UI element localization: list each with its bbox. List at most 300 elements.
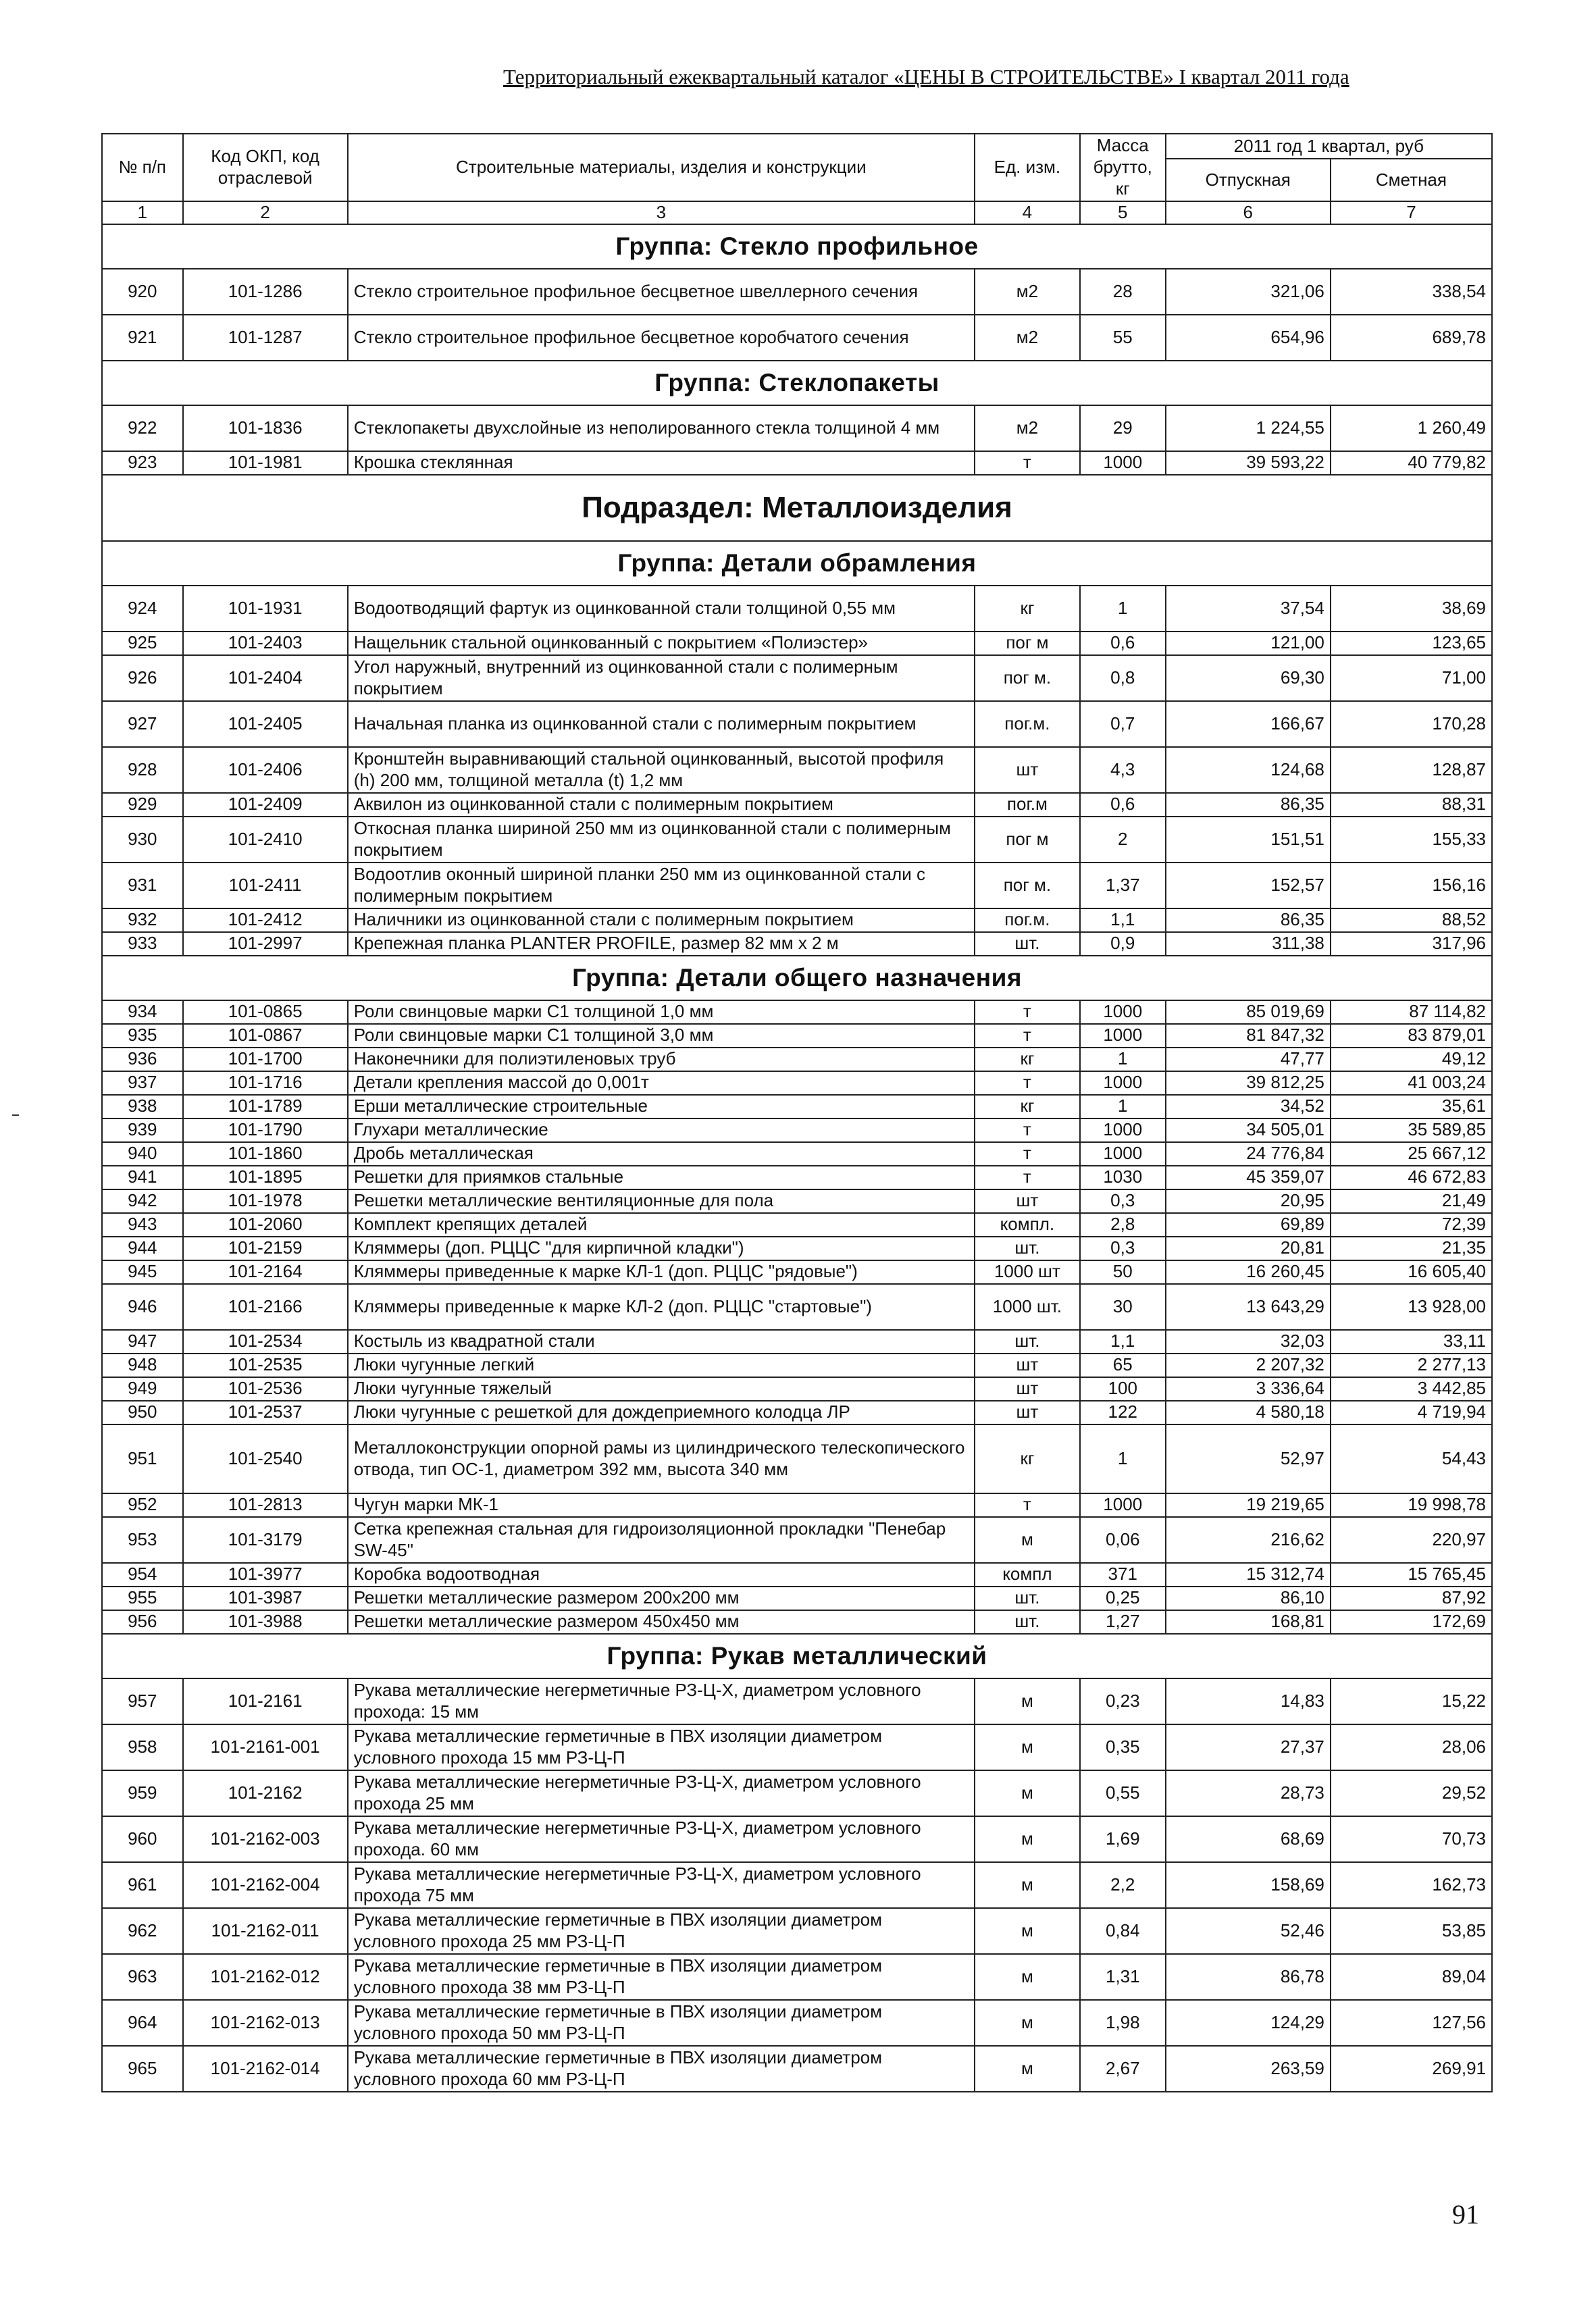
- cell-code: 101-2406: [183, 747, 348, 793]
- cell-release: 69,89: [1166, 1213, 1331, 1237]
- cell-name: Стекло строительное профильное бесцветное коробчатого сечения: [348, 315, 975, 361]
- table-row: [102, 1166, 1492, 1189]
- group-heading-row: [102, 361, 1492, 405]
- table-row: [102, 1142, 1492, 1166]
- cell-release: 34 505,01: [1166, 1119, 1331, 1142]
- cell-name: Рукава металлические негерметичные РЗ-Ц-Х, диаметром условного прохода 25 мм: [348, 1770, 975, 1816]
- cell-mass: 1,98: [1080, 2000, 1166, 2046]
- cell-code: 101-3987: [183, 1587, 348, 1610]
- cell-unit: т: [975, 1071, 1080, 1095]
- cell-unit: пог.м.: [975, 908, 1080, 932]
- cell-code: 101-2161-001: [183, 1724, 348, 1770]
- cell-release: 19 219,65: [1166, 1493, 1331, 1517]
- group-title: Группа: Детали обрамления: [102, 541, 1492, 586]
- table-row: [102, 1724, 1492, 1770]
- cell-num: 945: [102, 1260, 183, 1284]
- cell-code: 101-2403: [183, 632, 348, 655]
- cell-name: Рукава металлические герметичные в ПВХ изоляции диаметром условного прохода 60 мм РЗ-Ц-П: [348, 2046, 975, 2092]
- cell-release: 1 224,55: [1166, 405, 1331, 451]
- cell-unit: м2: [975, 269, 1080, 315]
- cell-release: 52,97: [1166, 1424, 1331, 1493]
- cell-name: Решетки металлические размером 450х450 мм: [348, 1610, 975, 1634]
- cell-mass: 1,1: [1080, 1330, 1166, 1354]
- cell-name: Кляммеры приведенные к марке КЛ-2 (доп. РЦЦС "стартовые"): [348, 1284, 975, 1330]
- cell-release: 68,69: [1166, 1816, 1331, 1862]
- cell-unit: шт.: [975, 1610, 1080, 1634]
- cell-unit: шт: [975, 1401, 1080, 1424]
- cell-mass: 0,23: [1080, 1678, 1166, 1724]
- cell-estimate: 1 260,49: [1331, 405, 1492, 451]
- cell-name: Нащельник стальной оцинкованный с покрытием «Полиэстер»: [348, 632, 975, 655]
- table-row: [102, 863, 1492, 908]
- cell-unit: шт: [975, 1377, 1080, 1401]
- cell-unit: пог м.: [975, 655, 1080, 701]
- cell-code: 101-0867: [183, 1024, 348, 1048]
- cell-code: 101-2159: [183, 1237, 348, 1260]
- cell-num: 932: [102, 908, 183, 932]
- cell-unit: шт: [975, 747, 1080, 793]
- cell-mass: 65: [1080, 1354, 1166, 1377]
- cell-num: 944: [102, 1237, 183, 1260]
- cell-release: 311,38: [1166, 932, 1331, 956]
- cell-num: 925: [102, 632, 183, 655]
- header-mass: Масса брутто, кг: [1080, 134, 1166, 201]
- cell-num: 920: [102, 269, 183, 315]
- cell-estimate: 25 667,12: [1331, 1142, 1492, 1166]
- cell-estimate: 35 589,85: [1331, 1119, 1492, 1142]
- cell-code: 101-2536: [183, 1377, 348, 1401]
- cell-name: Глухари металлические: [348, 1119, 975, 1142]
- cell-code: 101-1287: [183, 315, 348, 361]
- cell-estimate: 162,73: [1331, 1862, 1492, 1908]
- cell-code: 101-1860: [183, 1142, 348, 1166]
- cell-name: Стеклопакеты двухслойные из неполированного стекла толщиной 4 мм: [348, 405, 975, 451]
- cell-release: 321,06: [1166, 269, 1331, 315]
- cell-name: Дробь металлическая: [348, 1142, 975, 1166]
- cell-mass: 100: [1080, 1377, 1166, 1401]
- cell-num: 959: [102, 1770, 183, 1816]
- cell-unit: м: [975, 1517, 1080, 1563]
- page-number: 91: [1452, 2199, 1479, 2230]
- cell-code: 101-1716: [183, 1071, 348, 1095]
- cell-release: 37,54: [1166, 586, 1331, 632]
- cell-release: 28,73: [1166, 1770, 1331, 1816]
- cell-name: Рукава металлические герметичные в ПВХ изоляции диаметром условного прохода 15 мм РЗ-Ц-П: [348, 1724, 975, 1770]
- table-row: [102, 586, 1492, 632]
- cell-mass: 4,3: [1080, 747, 1166, 793]
- cell-release: 15 312,74: [1166, 1563, 1331, 1587]
- cell-estimate: 689,78: [1331, 315, 1492, 361]
- cell-release: 52,46: [1166, 1908, 1331, 1954]
- cell-name: Коробка водоотводная: [348, 1563, 975, 1587]
- cell-unit: т: [975, 1024, 1080, 1048]
- cell-unit: м2: [975, 405, 1080, 451]
- cell-estimate: 38,69: [1331, 586, 1492, 632]
- group-heading-row: [102, 224, 1492, 269]
- cell-unit: м: [975, 1908, 1080, 1954]
- table-row: [102, 1284, 1492, 1330]
- cell-name: Кронштейн выравнивающий стальной оцинкованный, высотой профиля (h) 200 мм, толщиной металла (t) 1,2 мм: [348, 747, 975, 793]
- cell-estimate: 35,61: [1331, 1095, 1492, 1119]
- cell-mass: 1,27: [1080, 1610, 1166, 1634]
- table-row: [102, 1189, 1492, 1213]
- cell-release: 121,00: [1166, 632, 1331, 655]
- cell-estimate: 88,52: [1331, 908, 1492, 932]
- cell-num: 957: [102, 1678, 183, 1724]
- table-row: [102, 1401, 1492, 1424]
- cell-mass: 0,35: [1080, 1724, 1166, 1770]
- cell-code: 101-3179: [183, 1517, 348, 1563]
- cell-num: 936: [102, 1048, 183, 1071]
- cell-release: 168,81: [1166, 1610, 1331, 1634]
- cell-name: Водоотлив оконный шириной планки 250 мм из оцинкованной стали с полимерным покрытием: [348, 863, 975, 908]
- cell-code: 101-2162-014: [183, 2046, 348, 2092]
- cell-mass: 0,6: [1080, 632, 1166, 655]
- cell-estimate: 2 277,13: [1331, 1354, 1492, 1377]
- cell-release: 124,29: [1166, 2000, 1331, 2046]
- table-row: [102, 269, 1492, 315]
- cell-mass: 0,8: [1080, 655, 1166, 701]
- cell-code: 101-2164: [183, 1260, 348, 1284]
- cell-estimate: 156,16: [1331, 863, 1492, 908]
- cell-unit: м: [975, 2000, 1080, 2046]
- header-estimate: Сметная: [1331, 159, 1492, 201]
- cell-mass: 30: [1080, 1284, 1166, 1330]
- cell-release: 86,35: [1166, 908, 1331, 932]
- table-row: [102, 793, 1492, 817]
- cell-release: 152,57: [1166, 863, 1331, 908]
- table-row: [102, 1237, 1492, 1260]
- table-row: [102, 2000, 1492, 2046]
- cell-estimate: 70,73: [1331, 1816, 1492, 1862]
- cell-code: 101-2405: [183, 701, 348, 747]
- cell-num: 955: [102, 1587, 183, 1610]
- col-number: 1: [102, 201, 183, 224]
- cell-release: 24 776,84: [1166, 1142, 1331, 1166]
- cell-code: 101-1895: [183, 1166, 348, 1189]
- table-body: [102, 224, 1492, 2092]
- cell-estimate: 128,87: [1331, 747, 1492, 793]
- cell-code: 101-2534: [183, 1330, 348, 1354]
- cell-mass: 122: [1080, 1401, 1166, 1424]
- header-code: Код ОКП, код отраслевой: [183, 134, 348, 201]
- cell-release: 158,69: [1166, 1862, 1331, 1908]
- cell-unit: м: [975, 1954, 1080, 2000]
- table-row: [102, 1517, 1492, 1563]
- col-number: 6: [1166, 201, 1331, 224]
- cell-unit: шт.: [975, 1237, 1080, 1260]
- cell-num: 937: [102, 1071, 183, 1095]
- cell-estimate: 87,92: [1331, 1587, 1492, 1610]
- cell-unit: м2: [975, 315, 1080, 361]
- table-row: [102, 1424, 1492, 1493]
- cell-mass: 0,9: [1080, 932, 1166, 956]
- cell-release: 20,81: [1166, 1237, 1331, 1260]
- cell-release: 16 260,45: [1166, 1260, 1331, 1284]
- table-row: [102, 1493, 1492, 1517]
- cell-num: 926: [102, 655, 183, 701]
- cell-release: 34,52: [1166, 1095, 1331, 1119]
- cell-name: Кляммеры (доп. РЦЦС "для кирпичной кладки"): [348, 1237, 975, 1260]
- cell-release: 14,83: [1166, 1678, 1331, 1724]
- cell-estimate: 87 114,82: [1331, 1000, 1492, 1024]
- cell-estimate: 53,85: [1331, 1908, 1492, 1954]
- cell-estimate: 88,31: [1331, 793, 1492, 817]
- cell-code: 101-2162-011: [183, 1908, 348, 1954]
- cell-unit: пог.м: [975, 793, 1080, 817]
- cell-num: 952: [102, 1493, 183, 1517]
- cell-code: 101-2411: [183, 863, 348, 908]
- table-row: [102, 1610, 1492, 1634]
- cell-release: 27,37: [1166, 1724, 1331, 1770]
- cell-code: 101-2997: [183, 932, 348, 956]
- cell-mass: 2,8: [1080, 1213, 1166, 1237]
- cell-name: Крошка стеклянная: [348, 451, 975, 475]
- group-heading-row: [102, 1634, 1492, 1678]
- cell-unit: шт.: [975, 1330, 1080, 1354]
- cell-mass: 1000: [1080, 1000, 1166, 1024]
- table-row: [102, 315, 1492, 361]
- cell-num: 942: [102, 1189, 183, 1213]
- cell-num: 961: [102, 1862, 183, 1908]
- cell-name: Наличники из оцинкованной стали с полимерным покрытием: [348, 908, 975, 932]
- cell-name: Люки чугунные с решеткой для дождеприемного колодца ЛР: [348, 1401, 975, 1424]
- table-row: [102, 932, 1492, 956]
- cell-num: 951: [102, 1424, 183, 1493]
- group-title: Группа: Рукав металлический: [102, 1634, 1492, 1678]
- cell-release: 45 359,07: [1166, 1166, 1331, 1189]
- col-number: 2: [183, 201, 348, 224]
- cell-name: Решетки для приямков стальные: [348, 1166, 975, 1189]
- table-row: [102, 1377, 1492, 1401]
- table-row: [102, 1770, 1492, 1816]
- cell-estimate: 172,69: [1331, 1610, 1492, 1634]
- cell-unit: 1000 шт.: [975, 1284, 1080, 1330]
- cell-num: 949: [102, 1377, 183, 1401]
- cell-estimate: 54,43: [1331, 1424, 1492, 1493]
- cell-estimate: 269,91: [1331, 2046, 1492, 2092]
- cell-unit: кг: [975, 1095, 1080, 1119]
- cell-num: 934: [102, 1000, 183, 1024]
- cell-code: 101-1931: [183, 586, 348, 632]
- cell-release: 69,30: [1166, 655, 1331, 701]
- group-heading-row: [102, 541, 1492, 586]
- cell-name: Решетки металлические размером 200х200 мм: [348, 1587, 975, 1610]
- cell-release: 654,96: [1166, 315, 1331, 361]
- cell-unit: компл: [975, 1563, 1080, 1587]
- table-row: [102, 1678, 1492, 1724]
- col-number: 3: [348, 201, 975, 224]
- cell-unit: шт.: [975, 932, 1080, 956]
- cell-estimate: 89,04: [1331, 1954, 1492, 2000]
- cell-estimate: 41 003,24: [1331, 1071, 1492, 1095]
- table-row: [102, 1330, 1492, 1354]
- price-table: [101, 133, 1493, 2092]
- cell-code: 101-2404: [183, 655, 348, 701]
- cell-release: 216,62: [1166, 1517, 1331, 1563]
- cell-unit: шт.: [975, 1587, 1080, 1610]
- cell-estimate: 49,12: [1331, 1048, 1492, 1071]
- cell-num: 935: [102, 1024, 183, 1048]
- cell-name: Водоотводящий фартук из оцинкованной стали толщиной 0,55 мм: [348, 586, 975, 632]
- cell-code: 101-2060: [183, 1213, 348, 1237]
- cell-estimate: 170,28: [1331, 701, 1492, 747]
- cell-num: 928: [102, 747, 183, 793]
- cell-name: Детали крепления массой до 0,001т: [348, 1071, 975, 1095]
- header-unit: Ед. изм.: [975, 134, 1080, 201]
- cell-name: Костыль из квадратной стали: [348, 1330, 975, 1354]
- cell-release: 4 580,18: [1166, 1401, 1331, 1424]
- table-row: [102, 655, 1492, 701]
- cell-code: 101-2162-004: [183, 1862, 348, 1908]
- cell-unit: шт: [975, 1189, 1080, 1213]
- table-row: [102, 1260, 1492, 1284]
- cell-unit: т: [975, 451, 1080, 475]
- cell-code: 101-2166: [183, 1284, 348, 1330]
- cell-name: Решетки металлические вентиляционные для пола: [348, 1189, 975, 1213]
- cell-mass: 2,67: [1080, 2046, 1166, 2092]
- cell-name: Начальная планка из оцинкованной стали с полимерным покрытием: [348, 701, 975, 747]
- cell-code: 101-2409: [183, 793, 348, 817]
- cell-unit: м: [975, 1770, 1080, 1816]
- group-title: Группа: Детали общего назначения: [102, 956, 1492, 1000]
- cell-release: 47,77: [1166, 1048, 1331, 1071]
- cell-num: 940: [102, 1142, 183, 1166]
- cell-estimate: 4 719,94: [1331, 1401, 1492, 1424]
- cell-release: 39 812,25: [1166, 1071, 1331, 1095]
- cell-name: Наконечники для полиэтиленовых труб: [348, 1048, 975, 1071]
- cell-name: Роли свинцовые марки С1 толщиной 3,0 мм: [348, 1024, 975, 1048]
- cell-release: 86,35: [1166, 793, 1331, 817]
- cell-release: 166,67: [1166, 701, 1331, 747]
- cell-unit: м: [975, 1862, 1080, 1908]
- cell-estimate: 13 928,00: [1331, 1284, 1492, 1330]
- cell-release: 85 019,69: [1166, 1000, 1331, 1024]
- cell-code: 101-2410: [183, 817, 348, 863]
- cell-code: 101-2537: [183, 1401, 348, 1424]
- table-row: [102, 817, 1492, 863]
- cell-name: Кляммеры приведенные к марке КЛ-1 (доп. РЦЦС "рядовые"): [348, 1260, 975, 1284]
- cell-name: Люки чугунные легкий: [348, 1354, 975, 1377]
- cell-release: 20,95: [1166, 1189, 1331, 1213]
- cell-mass: 1000: [1080, 451, 1166, 475]
- cell-code: 101-1286: [183, 269, 348, 315]
- table-row: [102, 1071, 1492, 1095]
- header-release: Отпускная: [1166, 159, 1331, 201]
- cell-code: 101-1789: [183, 1095, 348, 1119]
- cell-mass: 1,37: [1080, 863, 1166, 908]
- catalog-header: Территориальный ежеквартальный каталог «ЦЕНЫ В СТРОИТЕЛЬСТВЕ» I квартал 2011 года: [503, 65, 1349, 88]
- cell-estimate: 21,35: [1331, 1237, 1492, 1260]
- cell-code: 101-3977: [183, 1563, 348, 1587]
- cell-estimate: 83 879,01: [1331, 1024, 1492, 1048]
- cell-release: 2 207,32: [1166, 1354, 1331, 1377]
- cell-release: 13 643,29: [1166, 1284, 1331, 1330]
- col-number: 5: [1080, 201, 1166, 224]
- table-row: [102, 405, 1492, 451]
- cell-name: Откосная планка шириной 250 мм из оцинкованной стали с полимерным покрытием: [348, 817, 975, 863]
- cell-code: 101-2813: [183, 1493, 348, 1517]
- header-name: Строительные материалы, изделия и конструкции: [348, 134, 975, 201]
- cell-unit: кг: [975, 1424, 1080, 1493]
- cell-name: Рукава металлические герметичные в ПВХ изоляции диаметром условного прохода 50 мм РЗ-Ц-П: [348, 2000, 975, 2046]
- cell-unit: м: [975, 2046, 1080, 2092]
- group-title: Группа: Стекло профильное: [102, 224, 1492, 269]
- cell-name: Рукава металлические негерметичные РЗ-Ц-Х, диаметром условного прохода. 60 мм: [348, 1816, 975, 1862]
- cell-unit: т: [975, 1142, 1080, 1166]
- cell-mass: 0,25: [1080, 1587, 1166, 1610]
- cell-estimate: 28,06: [1331, 1724, 1492, 1770]
- cell-name: Люки чугунные тяжелый: [348, 1377, 975, 1401]
- cell-mass: 28: [1080, 269, 1166, 315]
- subsection-title: Подраздел: Металлоизделия: [102, 475, 1492, 541]
- cell-num: 931: [102, 863, 183, 908]
- cell-mass: 0,3: [1080, 1189, 1166, 1213]
- cell-unit: пог м: [975, 632, 1080, 655]
- cell-code: 101-2162-013: [183, 2000, 348, 2046]
- cell-mass: 1: [1080, 1424, 1166, 1493]
- cell-num: 953: [102, 1517, 183, 1563]
- table-row: [102, 908, 1492, 932]
- cell-estimate: 71,00: [1331, 655, 1492, 701]
- cell-name: Комплект крепящих деталей: [348, 1213, 975, 1237]
- table-row: [102, 747, 1492, 793]
- subsection-heading-row: [102, 475, 1492, 541]
- cell-mass: 0,55: [1080, 1770, 1166, 1816]
- cell-code: 101-2540: [183, 1424, 348, 1493]
- cell-estimate: 127,56: [1331, 2000, 1492, 2046]
- table-row: [102, 1048, 1492, 1071]
- cell-num: 962: [102, 1908, 183, 1954]
- cell-unit: компл.: [975, 1213, 1080, 1237]
- cell-estimate: 19 998,78: [1331, 1493, 1492, 1517]
- cell-num: 960: [102, 1816, 183, 1862]
- cell-name: Рукава металлические герметичные в ПВХ изоляции диаметром условного прохода 25 мм РЗ-Ц-П: [348, 1908, 975, 1954]
- cell-unit: шт: [975, 1354, 1080, 1377]
- table-row: [102, 1816, 1492, 1862]
- cell-estimate: 155,33: [1331, 817, 1492, 863]
- cell-num: 954: [102, 1563, 183, 1587]
- cell-unit: пог м: [975, 817, 1080, 863]
- table-row: [102, 1908, 1492, 1954]
- table-row: [102, 701, 1492, 747]
- cell-estimate: 317,96: [1331, 932, 1492, 956]
- cell-num: 933: [102, 932, 183, 956]
- cell-estimate: 16 605,40: [1331, 1260, 1492, 1284]
- table-row: [102, 2046, 1492, 2092]
- cell-num: 921: [102, 315, 183, 361]
- cell-mass: 0,7: [1080, 701, 1166, 747]
- cell-mass: 0,84: [1080, 1908, 1166, 1954]
- cell-mass: 371: [1080, 1563, 1166, 1587]
- cell-release: 151,51: [1166, 817, 1331, 863]
- cell-code: 101-1978: [183, 1189, 348, 1213]
- col-number: 7: [1331, 201, 1492, 224]
- cell-mass: 0,3: [1080, 1237, 1166, 1260]
- cell-unit: кг: [975, 1048, 1080, 1071]
- cell-code: 101-2412: [183, 908, 348, 932]
- cell-name: Угол наружный, внутренний из оцинкованной стали с полимерным покрытием: [348, 655, 975, 701]
- scan-mark: [12, 1114, 19, 1116]
- cell-release: 3 336,64: [1166, 1377, 1331, 1401]
- cell-mass: 1,31: [1080, 1954, 1166, 2000]
- table-row: [102, 1563, 1492, 1587]
- cell-name: Рукава металлические герметичные в ПВХ изоляции диаметром условного прохода 38 мм РЗ-Ц-П: [348, 1954, 975, 2000]
- cell-mass: 1030: [1080, 1166, 1166, 1189]
- cell-name: Аквилон из оцинкованной стали с полимерным покрытием: [348, 793, 975, 817]
- cell-unit: м: [975, 1724, 1080, 1770]
- cell-unit: пог м.: [975, 863, 1080, 908]
